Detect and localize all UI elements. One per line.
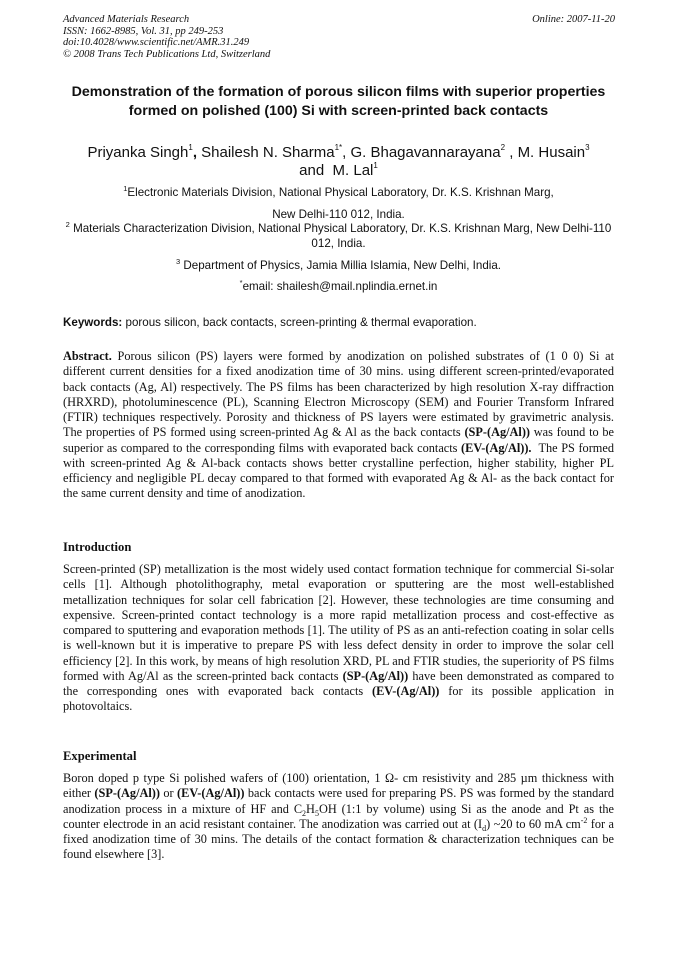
author-superscript: 1 [373, 161, 378, 170]
subscript: 5 [314, 808, 319, 818]
author-name: M. Husain [517, 144, 586, 161]
body-text: for a fixed anodization time of 30 mins. The details of the contact formation & characterization techniques can be found elsewhere [3]. [63, 816, 614, 862]
affiliation-superscript: 3 [175, 257, 181, 266]
author-conjunction: and [299, 162, 325, 179]
author-list: Priyanka Singh$^1$, Shailesh N. Sharma$^{1*}$, G. Bhagavannarayana$^2$ , M. Husain$^3$ and M. Lal$^1$ [87, 143, 590, 179]
body-text: Screen-printed (SP) metallization is the most widely used contact formation technique for commercial Si-solar cells [1]. Although photolithography, metal evaporation or sputtering are the most well-established metallization techniques for solar cell fabrication [2]. However, these technologies are time consuming and expensive. Screen-printed contact technology is a more rapid metallization process and cost-effective as compared to sputtering and evaporation methods [1]. The utility of PS as an anti-refection coating in solar cells is well-known but it is imperative to prepare PS with less defect density in order to improve the solar cell efficiency [2]. In this work, by means of high resolution XRD, PL and FTIR studies, the superiority of PS films formed with Ag/Al as the screen-printed back contacts [63, 562, 614, 683]
body-bold: (EV-(Ag/Al)) [372, 684, 440, 698]
superscript: -2 [580, 815, 588, 825]
email-link[interactable]: email: shailesh@mail.nplindia.ernet.in [242, 280, 438, 293]
affiliation-superscript: 2 [65, 220, 70, 229]
affiliation-text: Department of Physics, Jamia Millia Islamia, New Delhi, India. [183, 259, 502, 272]
affiliation-text: Materials Characterization Division, National Physical Laboratory, Dr. K.S. Krishnan Marg, New Delhi-110 012, India. [73, 222, 612, 250]
author-superscript: 2 [500, 143, 506, 152]
abstract-bold: (EV-(Ag/Al)). [461, 440, 532, 455]
body-text: have been demonstrated as compared to the corresponding ones with evaporated back contacts [63, 668, 614, 698]
body-text: OH (1:1 by volume) using Si as the anode and Pt as the counter electrode in an acid resistant container. The anodization was carried out at (I [63, 801, 614, 831]
abstract-text: The PS formed with screen-printed Ag & Al-back contacts shows better crystalline perfection, higher stability, higher PL efficiency and negligible PL decay compared to that formed with evaporated Ag & Al- as the back contact for the same current density and time of anodization. [63, 440, 614, 501]
paper-title: Demonstration of the formation of porous silicon films with superior properties formed on polished (100) Si with screen-printed back contacts [71, 84, 606, 119]
keywords-label: Keywords: [63, 316, 123, 329]
affiliation-3 [62, 258, 615, 273]
affiliation-1 [62, 185, 615, 222]
body-bold: (SP-(Ag/Al)) [342, 668, 409, 683]
affiliation-text: Electronic Materials Division, National Physical Laboratory, Dr. K.S. Krishnan Marg, [127, 186, 554, 199]
online-date: Online: 2007-11-20 [532, 14, 615, 25]
subscript: d [482, 823, 487, 833]
author-superscript: 1 [188, 143, 193, 152]
affiliation-superscript: 1 [123, 184, 128, 193]
abstract-text: Porous silicon (PS) layers were formed by anodization on polished substrates of (1 0 0) Si at different current densities for a fixed anodization time of 30 mins. using different screen-printed/evaporated back contacts (Ag, Al) respectively. The PS films has been characterized by high resolution X-ray diffraction (HRXRD), photoluminescence (PL), Scanning Electron Microscopy (SEM) and Fourier Transform Infrared (FTIR) techniques respectively. Porosity and thickness of PS layers were estimated by gravimetric analysis. The properties of PS formed using screen-printed Ag & Al as the back contacts [63, 349, 614, 440]
author-name: Shailesh N. Sharma [201, 144, 335, 161]
copyright-line: © 2008 Trans Tech Publications Ltd, Switzerland [63, 48, 271, 60]
email-superscript: * [239, 278, 243, 287]
subscript: 2 [302, 808, 307, 818]
journal-header [63, 14, 403, 60]
keywords-text: porous silicon, back contacts, screen-printing & thermal evaporation. [125, 316, 477, 329]
doi-link[interactable]: doi:10.4028/www.scientific.net/AMR.31.249 [63, 37, 250, 48]
abstract-text: was found to be superior as compared to the corresponding films with evaporated back contacts [63, 425, 614, 455]
introduction-text [63, 562, 614, 715]
affiliation-2 [62, 221, 615, 251]
author-name: Priyanka Singh [87, 144, 189, 161]
issn-line: ISSN: 1662-8985, Vol. 31, pp 249-253 [63, 25, 224, 37]
affiliation-text: New Delhi-110 012, India. [272, 208, 405, 221]
section-heading-experimental: Experimental [63, 749, 137, 763]
abstract-label: Abstract. [63, 349, 112, 363]
body-text: H [306, 801, 315, 816]
author-superscript: 3 [585, 143, 590, 152]
author-name: M. Lal [332, 162, 374, 179]
abstract-bold: (SP-(Ag/Al)) [464, 425, 531, 440]
body-text: for its possible application in photovoltaics. [63, 684, 614, 714]
corresponding-email [62, 279, 615, 294]
abstract [63, 349, 614, 502]
body-bold: (SP-(Ag/Al)) [94, 786, 160, 801]
author-superscript: 1* [334, 143, 343, 152]
journal-name: Advanced Materials Research [63, 14, 190, 25]
body-text: ) ~20 to 60 mA cm [486, 816, 581, 831]
body-bold: (EV-(Ag/Al)) [177, 786, 245, 801]
body-text: Boron doped p type Si polished wafers of (100) orientation, 1 Ω- cm resistivity and 285 µm thickness with either [63, 771, 614, 801]
section-heading-introduction: Introduction [63, 540, 132, 554]
keywords [63, 315, 616, 330]
experimental-text [63, 771, 614, 863]
body-text: back contacts were used for preparing PS. PS was formed by the standard anodization process in a mixture of HF and C [63, 786, 615, 816]
author-name: G. Bhagavannarayana [350, 144, 501, 161]
body-text: or [163, 786, 174, 801]
